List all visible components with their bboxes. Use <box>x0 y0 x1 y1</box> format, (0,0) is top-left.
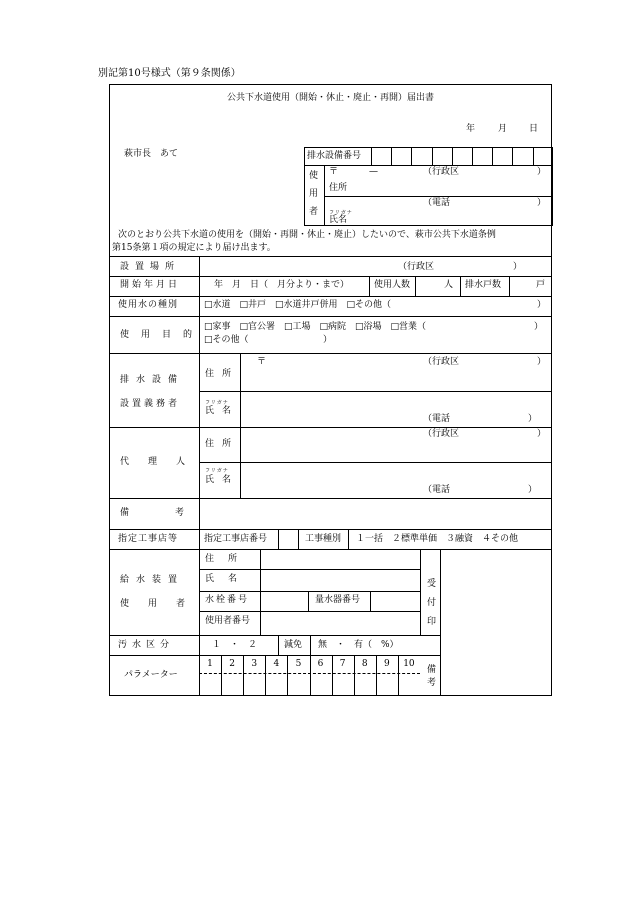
drain-setter-address-label: 住所 <box>205 369 240 379</box>
ws-address-label: 住所 <box>205 554 252 564</box>
water-type-label: 使用水の種別 <box>118 300 179 310</box>
parameter-value-cell[interactable] <box>355 673 375 693</box>
drain-setter-label-1: 排水設備 <box>120 375 185 385</box>
users-count-unit: 人 <box>444 280 454 290</box>
intro-line-1: 次のとおり公共下水道の使用を（開始・再開・休止・廃止）したいので、萩市公共下水道条例 <box>118 230 496 240</box>
ws-name-label: 氏名 <box>205 574 252 584</box>
work-type-label: 工事種別 <box>305 534 342 544</box>
location-ward-close: ） <box>513 262 523 272</box>
parameter-number-6: 6 <box>317 659 324 669</box>
parameter-number-2: 2 <box>229 659 235 669</box>
households-label: 排水戸数 <box>465 280 502 290</box>
work-types[interactable]: １一括 ２標準単価 ３融資 ４その他 <box>356 534 519 544</box>
parameter-number-3: 3 <box>251 659 258 669</box>
parameter-number-1: 1 <box>207 659 213 669</box>
start-date-value: 年 月 日（ 月分より・まで） <box>214 280 350 290</box>
contractor-label: 指定工事店等 <box>118 534 179 544</box>
parameter-dashed-line <box>199 673 420 674</box>
parameter-value-cell[interactable] <box>333 673 353 693</box>
user-label-1: 使 <box>309 171 319 181</box>
meter-number-label: 量水器番号 <box>315 595 361 605</box>
drain-number-label: 排水設備番号 <box>307 151 362 161</box>
sewage-class-value[interactable]: １ ・ ２ <box>212 640 258 650</box>
agent-phone: （電話 <box>423 485 451 495</box>
parameter-number-8: 8 <box>361 659 368 669</box>
parameter-number-5: 5 <box>295 659 302 669</box>
drain-setter-phone: （電話 <box>423 414 451 424</box>
drain-setter-label-2: 設置義務者 <box>120 399 181 409</box>
stamp-label: 受付印 <box>425 578 435 635</box>
parameter-number-9: 9 <box>383 659 390 669</box>
remarks-label: 備考 <box>120 508 231 518</box>
drain-setter-postal: 〒 <box>257 357 267 367</box>
agent-furigana: フリガナ <box>205 468 229 474</box>
location-label: 設置場所 <box>120 262 181 272</box>
user-name-label: 氏名 <box>329 215 348 225</box>
water-supply-label-1: 給水装置 <box>120 575 185 585</box>
intro-line-2: 第15条第１項の規定により届け出ます。 <box>112 243 276 253</box>
addressee: 萩市長 あて <box>124 149 179 159</box>
user-number-label: 使用者番号 <box>205 616 251 626</box>
exemption-value[interactable]: 無 ・ 有（ %） <box>318 640 399 650</box>
user-label-2: 用 <box>309 189 319 199</box>
parameter-remarks-label: 備考 <box>425 664 435 690</box>
user-postal-mark: 〒 <box>329 167 339 177</box>
purpose-options[interactable]: □家事 □官公署 □工場 □病院 □浴場 □営業（ <box>204 322 427 332</box>
date-month: 月 <box>498 124 508 134</box>
user-phone: （電話 <box>423 198 451 208</box>
agent-ward-close: ） <box>537 429 547 439</box>
date-day: 日 <box>529 124 539 134</box>
user-ward-close: ） <box>537 167 547 177</box>
agent-phone-close: ） <box>528 485 538 495</box>
user-postal-dash: — <box>369 167 378 177</box>
user-phone-close: ） <box>537 198 547 208</box>
start-date-label: 開始年月日 <box>120 280 181 290</box>
agent-ward: （行政区 <box>423 429 460 439</box>
drain-setter-name-label: 氏名 <box>205 406 240 416</box>
agent-name-label: 氏名 <box>205 475 240 485</box>
parameter-number-4: 4 <box>273 659 280 669</box>
parameter-value-cell[interactable] <box>266 673 286 693</box>
parameter-label: パラメーター <box>124 670 178 680</box>
parameter-number-10: 10 <box>403 659 415 669</box>
water-supply-label-2: 使用者 <box>120 599 205 609</box>
parameter-value-cell[interactable] <box>399 673 419 693</box>
parameter-value-cell[interactable] <box>200 673 220 693</box>
parameter-value-cell[interactable] <box>222 673 242 693</box>
parameter-value-cell[interactable] <box>244 673 264 693</box>
water-type-close: ） <box>537 300 547 310</box>
parameter-value-cell[interactable] <box>377 673 397 693</box>
location-ward: （行政区 <box>398 262 435 272</box>
agent-address-label: 住所 <box>205 439 240 449</box>
parameter-number-7: 7 <box>339 659 346 669</box>
user-furigana: フリガナ <box>329 210 353 216</box>
form-id: 別記第10号様式（第９条関係） <box>98 68 241 79</box>
drain-setter-ward: （行政区 <box>423 357 460 367</box>
purpose-other[interactable]: □その他（ <box>204 335 249 345</box>
agent-label: 代理人 <box>120 457 205 467</box>
date-year: 年 <box>466 124 476 134</box>
exemption-label: 減免 <box>284 640 303 650</box>
households-unit: 戸 <box>536 280 546 290</box>
user-ward: （行政区 <box>423 167 460 177</box>
drain-setter-ward-close: ） <box>537 357 547 367</box>
drain-setter-phone-close: ） <box>528 414 538 424</box>
parameter-value-cell[interactable] <box>288 673 308 693</box>
drain-setter-furigana: フリガナ <box>205 400 229 406</box>
water-type-options[interactable]: □水道 □井戸 □水道井戸併用 □その他（ <box>204 300 392 310</box>
purpose-other-close: ） <box>323 335 333 345</box>
sewage-class-label: 汚水区分 <box>118 640 175 650</box>
tap-number-label: 水栓番号 <box>205 595 250 605</box>
user-label-3: 者 <box>309 207 319 217</box>
purpose-label: 使用目的 <box>120 330 205 340</box>
contractor-number-label: 指定工事店番号 <box>204 534 268 544</box>
parameter-value-cell[interactable] <box>311 673 331 693</box>
user-address-label: 住所 <box>329 183 348 193</box>
form-title: 公共下水道使用（開始・休止・廃止・再開）届出書 <box>226 93 434 103</box>
users-count-label: 使用人数 <box>374 280 411 290</box>
purpose-close: ） <box>534 322 544 332</box>
